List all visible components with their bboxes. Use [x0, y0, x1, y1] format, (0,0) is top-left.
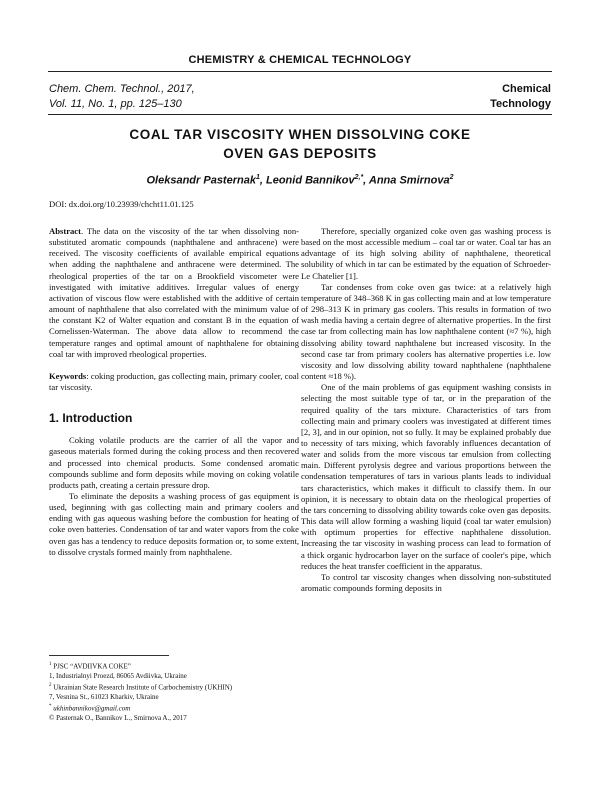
title-line-2: OVEN GAS DEPOSITS	[223, 146, 377, 161]
author-affiliation-mark: 2,*	[354, 174, 364, 181]
footnote-mark: *	[49, 704, 52, 710]
abstract-text: . The data on the viscosity of the tar when dissolving non-substituted aromatic compounds (naphthalene and anthracene) were received. The viscosity coefficients of available empirical equations when adding the naphthalene and anthracene were determined. The rheological properties of the tar on a Brookfield viscometer were investigated with imitative additives. Irregular values of energy activation of viscous flow were established with the additive of certain amount of naphthalene that also correlated with the minimum value of the constant K2 of Walter equation and constant B in the equation of Cornelissen-Waterman. The above data allow to recommend the temperature ranges and optimal amount of naphthalene for obtaining coal tar with improved rheological properties.	[49, 226, 299, 359]
body-paragraph: Coking volatile products are the carrier of all the vapor and gaseous materials formed during the coking process and then recovered and processed into chemical products. Some condensed aromatic compounds sublime and form deposits while moving on coking volatile products path, creating a certain pressure drop.	[49, 435, 299, 490]
author-affiliation-mark: 2	[449, 174, 454, 181]
header-rule-top	[48, 71, 552, 72]
keywords-text: : coking production, gas collecting main, primary cooler, coal tar viscosity.	[49, 370, 299, 393]
author-name: Anna Smirnova	[368, 174, 450, 187]
footnote-mark: 2	[49, 683, 52, 689]
citation-block	[49, 82, 195, 112]
keywords	[49, 371, 299, 393]
footnote-1-line-2: 1, Industrialnyi Proezd, 86065 Avdiivka, Ukraine	[49, 671, 187, 680]
right-column	[301, 226, 551, 594]
body-paragraph: To eliminate the deposits a washing process of gas equipment is used, beginning with gas collecting main and primary coolers and ending with gas aqueous washing before the combustion for heating of coke oven batteries. Condensation of tar and water vapors from the coke oven gas has a tendency to reduce deposits formation or, to some extent, to dissolve crystals formed mainly from naphthalene.	[49, 490, 299, 557]
journal-name: CHEMISTRY & CHEMICAL TECHNOLOGY	[188, 54, 412, 66]
footnote-1-line-1	[49, 660, 299, 672]
section-label-line-2: Technology	[490, 98, 551, 110]
body-paragraph: One of the main problems of gas equipment washing consists in selecting the most suitable type of tar, or in the preparation of the required quality of the tars mixture. Characteristics of tars from collecting main and primary coolers was investigated at different times [2, 3], and in our opinion, not so fully. It may be explained probably due to necessity of tars mixing, which favorably influences decantation of water and solids from the more viscous tar emulsion from collecting main. Different pyrolysis degree and various proportions between the condensation temperatures of tars in various plants leads to individual tars characteristics, which makes it difficult to classify them. In our opinion, it is necessary to obtain data on the rheological properties of the tars concerning to dissolving ability towards coke oven gas deposits. This data will allow forming a washing liquid (coal tar water emulsion) with optimum properties for effective naphthalene dissolution. Increasing the tar viscosity in washing process can lead to formation of a thick organic hydrocarbon layer on the surface of cooler's pipe, which reduces the heat transfer coefficient in the apparatus.	[301, 382, 551, 571]
title-line-1: COAL TAR VISCOSITY WHEN DISSOLVING COKE	[129, 127, 471, 142]
author-separator: ,	[259, 174, 266, 187]
citation-line-2: Vol. 11, No. 1, pp. 125–130	[49, 98, 182, 110]
author-name: Oleksandr Pasternak	[146, 174, 256, 187]
copyright: © Pasternak O., Bannikov L., Smirnova A., 2017	[49, 714, 187, 723]
section-label	[490, 82, 551, 112]
author-name: Leonid Bannikov	[265, 174, 355, 187]
body-paragraph: Therefore, specially organized coke oven gas washing process is based on the most accessible medium – coal tar or water. Coal tar has an advantage of its high solving ability of naphthalene, theoretical solubility of which in tar can be estimated by the equation of Schroeder-Le Chatelier [1].	[301, 226, 551, 281]
section-label-line-1: Chemical	[502, 83, 551, 95]
footnote-text: PJSC “AVDIIVKA COKE”	[51, 662, 131, 671]
footnote-2-line-1	[49, 681, 299, 693]
article-title	[0, 125, 600, 163]
doi-link[interactable]: DOI: dx.doi.org/10.23939/chcht11.01.125	[49, 199, 194, 209]
footnotes	[49, 660, 299, 723]
abstract	[49, 226, 299, 360]
author-separator: ,	[363, 174, 369, 187]
footnote-rule	[49, 655, 169, 656]
author-affiliation-mark: 1	[255, 174, 260, 181]
footnote-text: Ukrainian State Research Institute of Carbochemistry (UKHIN)	[51, 683, 233, 692]
body-paragraph: To control tar viscosity changes when dissolving non-substituted aromatic compounds forming deposits in	[301, 571, 551, 593]
footnote-2-line-2: 7, Vesnina St., 61023 Kharkiv, Ukraine	[49, 692, 159, 701]
footnote-email	[49, 702, 299, 714]
footnote-mark: 1	[49, 662, 52, 667]
citation-line-1: Chem. Chem. Technol., 2017,	[49, 83, 195, 95]
author-list	[0, 174, 600, 187]
keywords-label: Keywords	[49, 370, 87, 381]
left-column	[49, 226, 299, 558]
header-rule-bottom	[48, 114, 552, 115]
section-heading: 1. Introduction	[49, 411, 133, 426]
body-paragraph: Tar condenses from coke oven gas twice: at a relatively high temperature of 348–368 K in gas collecting main and at low temperature of 298–313 K in primary gas coolers. This results in formation of two wash media having a certain degree of alternative properties. In the first case tar from collecting main has low naphthalene content (≈7 %), high dissolving ability toward naphthalene but increased viscosity. In the second case tar from primary coolers has alternative properties i.e. low viscosity and low dissolving ability toward naphthalene (naphthalene content ≈18 %).	[301, 281, 551, 382]
author-email-link[interactable]: ukhinbannikov@gmail.com	[51, 704, 131, 713]
abstract-label: Abstract	[49, 226, 81, 236]
